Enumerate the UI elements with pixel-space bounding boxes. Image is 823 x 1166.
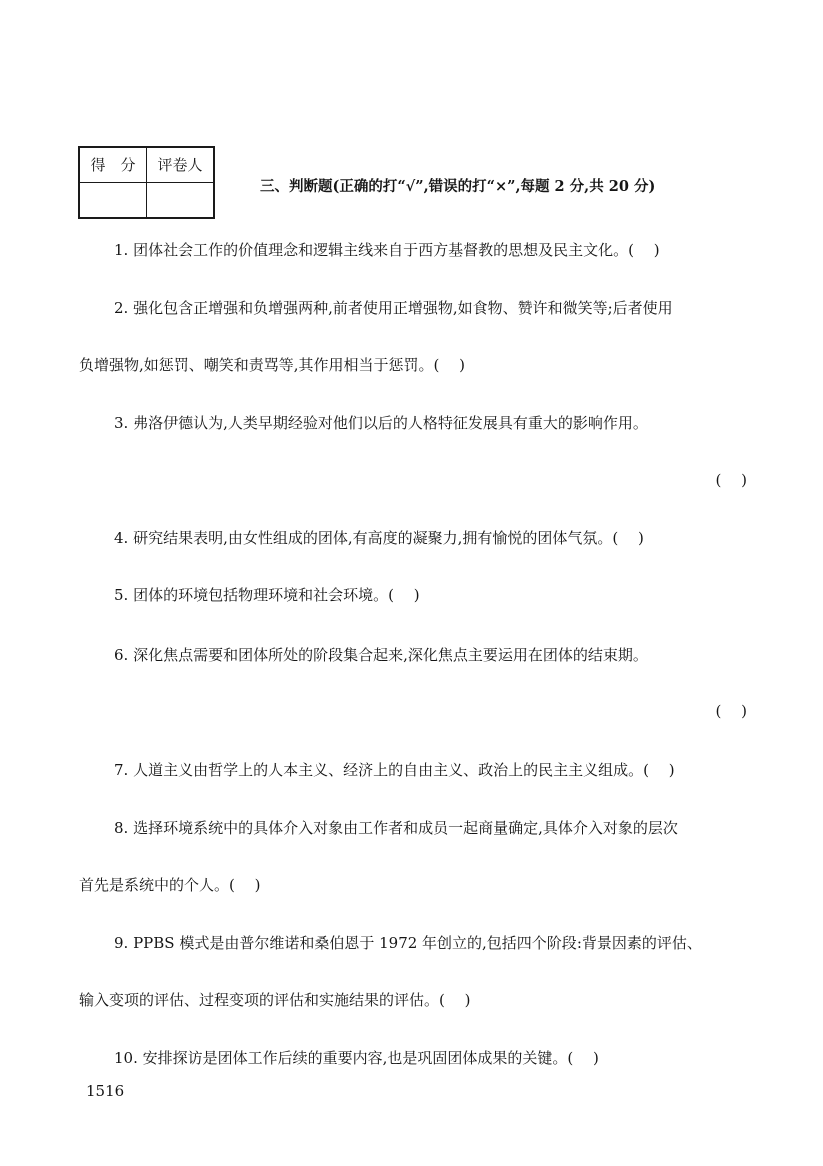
question-8: 8. 选择环境系统中的具体介入对象由工作者和成员一起商量确定,具体介入对象的层次 — [114, 819, 678, 837]
score-box — [78, 146, 215, 219]
reviewer-cell[interactable] — [147, 183, 215, 219]
score-cell[interactable] — [79, 183, 147, 219]
question-9-continued: 输入变项的评估、过程变项的评估和实施结果的评估。( ) — [79, 991, 471, 1009]
question-6: 6. 深化焦点需要和团体所处的阶段集合起来,深化焦点主要运用在团体的结束期。 — [114, 646, 648, 664]
reviewer-header: 评卷人 — [147, 147, 215, 183]
question-1: 1. 团体社会工作的价值理念和逻辑主线来自于西方基督教的思想及民主文化。( ) — [114, 241, 660, 259]
page-number: 1516 — [86, 1082, 125, 1100]
question-3-answer-paren[interactable]: ( ) — [715, 471, 747, 489]
question-6-answer-paren[interactable]: ( ) — [715, 702, 747, 720]
question-2-continued: 负增强物,如惩罚、嘲笑和责骂等,其作用相当于惩罚。( ) — [79, 356, 466, 374]
section-title: 三、判断题(正确的打“√”,错误的打“×”,每题 2 分,共 20 分) — [260, 178, 656, 195]
question-9: 9. PPBS 模式是由普尔维诺和桑伯恩于 1972 年创立的,包括四个阶段:背景因素的评估、 — [114, 934, 702, 952]
question-7: 7. 人道主义由哲学上的人本主义、经济上的自由主义、政治上的民主主义组成。( ) — [114, 761, 675, 779]
question-3: 3. 弗洛伊德认为,人类早期经验对他们以后的人格特征发展具有重大的影响作用。 — [114, 414, 648, 432]
question-4: 4. 研究结果表明,由女性组成的团体,有高度的凝聚力,拥有愉悦的团体气氛。( ) — [114, 529, 644, 547]
score-header: 得 分 — [79, 147, 147, 183]
question-8-continued: 首先是系统中的个人。( ) — [79, 876, 261, 894]
question-2: 2. 强化包含正增强和负增强两种,前者使用正增强物,如食物、赞许和微笑等;后者使用 — [114, 299, 673, 317]
question-5: 5. 团体的环境包括物理环境和社会环境。( ) — [114, 586, 420, 604]
question-10: 10. 安排探访是团体工作后续的重要内容,也是巩固团体成果的关键。( ) — [114, 1049, 599, 1067]
